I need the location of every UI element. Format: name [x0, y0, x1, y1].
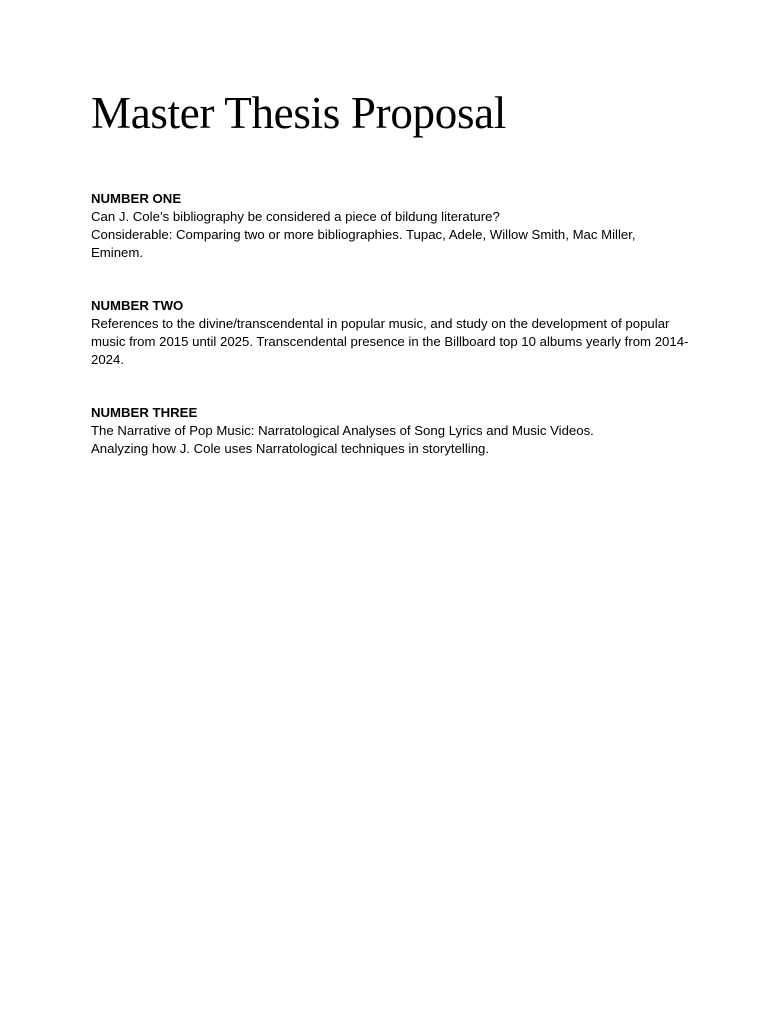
section-text: Analyzing how J. Cole uses Narratological techniques in storytelling. [91, 441, 490, 456]
section-heading: NUMBER THREE [91, 405, 198, 420]
section-heading: NUMBER ONE [91, 191, 182, 206]
section-text: The Narrative of Pop Music: Narratological Analyses of Song Lyrics and Music Videos. [91, 423, 594, 438]
document-title: Master Thesis Proposal [91, 88, 507, 138]
section-number-two [91, 297, 691, 369]
section-text: Can J. Cole’s bibliography be considered a piece of bildung literature? [91, 209, 500, 224]
section-heading: NUMBER TWO [91, 298, 184, 313]
section-text: Considerable: Comparing two or more bibliographies. Tupac, Adele, Willow Smith, Mac Miller, Eminem. [91, 227, 636, 260]
section-text: References to the divine/transcendental in popular music, and study on the development of popular music from 2015 until 2025. Transcendental presence in the Billboard top 10 albums yearly from 2014-2024. [91, 316, 689, 367]
section-number-one [91, 190, 691, 262]
section-number-three [91, 404, 691, 458]
